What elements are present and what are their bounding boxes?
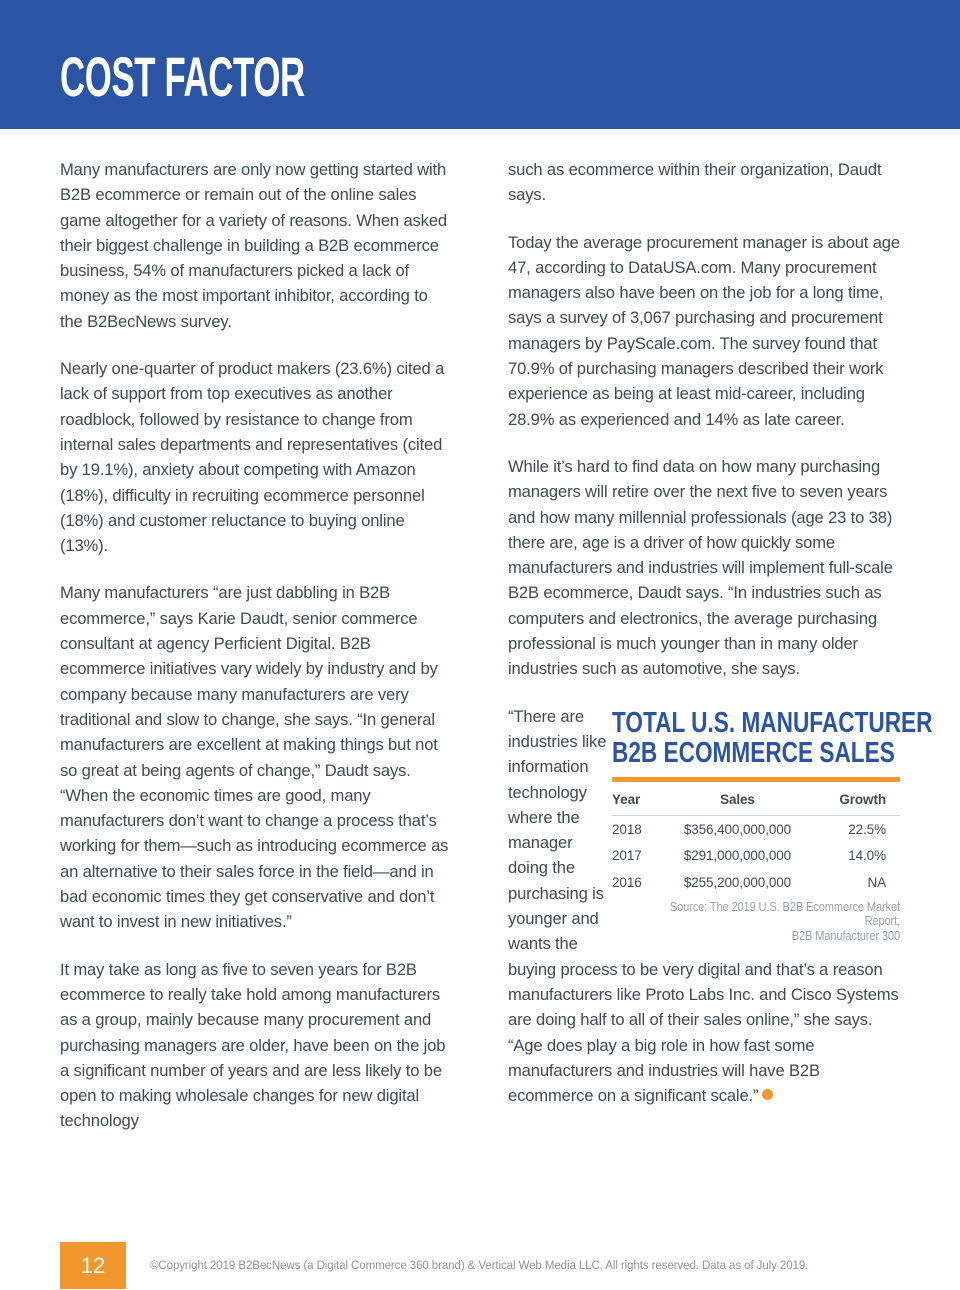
page-title: COST FACTOR bbox=[60, 45, 305, 108]
paragraph: Many manufacturers “are just dabbling in B2B ecommerce,” says Karie Daudt, senior commerce consultant at agency Perficient Digital. B2B ecommerce initiatives vary widely by industry and by company because many manufacturers are very traditional and slow to change, she says. “In general manufacturers are excellent at making things but not so great at being agents of change,” Daudt says. “When the economic times are good, many manufacturers don’t want to change a process that’s working for them—such as introducing ecommerce as an alternative to their sales force in the field—and in bad economic times they get conservative and don’t want to invest in new initiatives.” bbox=[60, 583, 449, 932]
end-of-article-dot-icon bbox=[762, 1089, 773, 1100]
statistics-infobox bbox=[612, 706, 933, 944]
wrap-paragraph-text: “There are industries like information technology where the manager doing the purchasing is younger and wants the buying process to be very digital and that’s a reason manufacturers like Proto Labs Inc. and Cisco Systems are doing half to all of their sales online,” she says. “Age does play a big role in how fast some manufacturers and industries will have B2B ecommerce on a significant scale.” bbox=[508, 706, 899, 1106]
column-header-growth: Growth bbox=[805, 783, 900, 816]
page-footer bbox=[0, 1229, 960, 1290]
article-body bbox=[0, 129, 960, 1229]
infobox-title-line-2: B2B ECOMMERCE SALES bbox=[612, 736, 895, 769]
paragraph: While it’s hard to find data on how many purchasing managers will retire over the next five to seven years and how many millennial professionals (age 23 to 38) there are, age is a driver of how quickly some manufacturers and industries will implement full-scale B2B ecommerce, Daudt says. “In industries such as computers and electronics, the average purchasing professional is much younger than in many older industries such as automotive, she says. bbox=[508, 456, 893, 679]
column-header-sales: Sales bbox=[670, 783, 806, 816]
cell-year: 2017 bbox=[612, 848, 642, 864]
infobox-title-line-1: TOTAL U.S. MANUFACTURER bbox=[612, 706, 933, 739]
left-text-column bbox=[60, 157, 452, 1134]
paragraph: such as ecommerce within their organization, Daudt says. bbox=[508, 160, 882, 205]
cell-year: 2016 bbox=[612, 874, 642, 890]
paragraph: Today the average procurement manager is about age 47, according to DataUSA.com. Many procurement managers also have been on the job for a long time, says a survey of 3,067 purchasing and procurement managers by PayScale.com. The survey found that 70.9% of purchasing managers described their work experience as being at least mid-career, including 28.9% as experienced and 14% as late career. bbox=[508, 232, 900, 429]
page-number-badge bbox=[60, 1242, 126, 1289]
source-line-2: B2B Manufacturer 300 bbox=[791, 928, 900, 943]
cell-growth: 22.5% bbox=[848, 821, 886, 837]
source-line-1: Source: The 2019 U.S. B2B Ecommerce Market Report, bbox=[669, 899, 900, 929]
cell-growth: 14.0% bbox=[848, 848, 886, 864]
infobox-source-note bbox=[647, 900, 900, 944]
cell-sales: $356,400,000,000 bbox=[683, 821, 792, 837]
page-number-label: 12 bbox=[80, 1253, 106, 1278]
cell-sales: $291,000,000,000 bbox=[683, 848, 792, 864]
cell-sales: $255,200,000,000 bbox=[683, 874, 792, 890]
column-header-year: Year bbox=[612, 783, 670, 816]
table-header-row bbox=[612, 783, 900, 816]
page-header-banner bbox=[0, 0, 960, 129]
infobox-accent-rule bbox=[612, 777, 900, 782]
cell-growth: NA bbox=[867, 874, 886, 890]
cell-year: 2018 bbox=[612, 821, 642, 837]
sales-table bbox=[612, 783, 900, 895]
copyright-notice: ©Copyright 2019 B2BecNews (a Digital Commerce 360 brand) & Vertical Web Media LLC. All rights reserved. Data as of July 2019. bbox=[150, 1258, 809, 1272]
table-row bbox=[612, 815, 900, 842]
paragraph: Nearly one-quarter of product makers (23.6%) cited a lack of support from top executives as another roadblock, followed by resistance to change from internal sales departments and representatives (cited by 19.1%), anxiety about competing with Amazon (18%), difficulty in recruiting ecommerce personnel (18%) and customer reluctance to buying online (13%). bbox=[60, 359, 445, 556]
paragraph: Many manufacturers are only now getting started with B2B ecommerce or remain out of the online sales game altogether for a variety of reasons. When asked their biggest challenge in building a B2B ecommerce business, 54% of manufacturers picked a lack of money as the most important inhibitor, according to the B2BecNews survey. bbox=[60, 160, 447, 331]
paragraph: It may take as long as five to seven years for B2B ecommerce to really take hold among manufacturers as a group, mainly because many procurement and purchasing managers are older, have been on the job a significant number of years and are less likely to be open to making wholesale changes for new digital technology bbox=[60, 959, 446, 1131]
right-text-column bbox=[508, 157, 933, 1108]
table-row bbox=[612, 842, 900, 868]
table-row bbox=[612, 869, 900, 895]
